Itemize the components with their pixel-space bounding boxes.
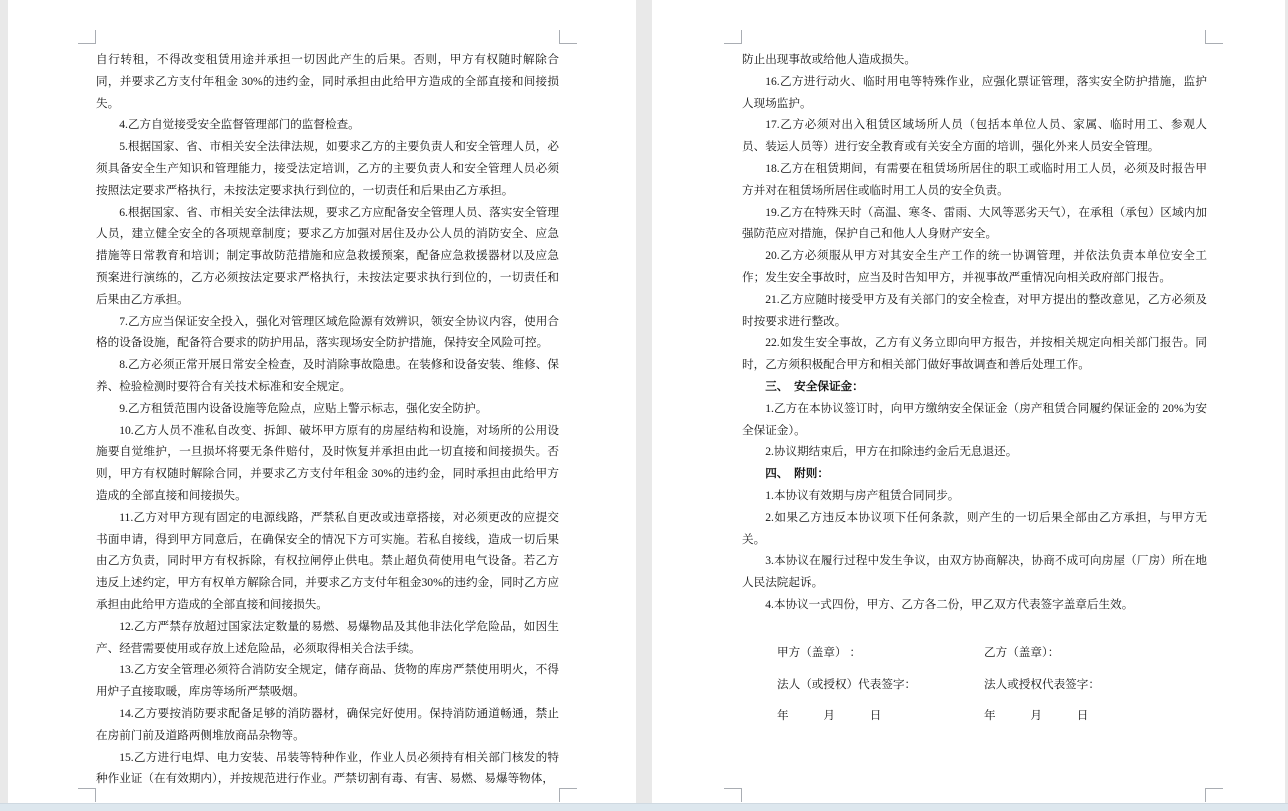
- paragraph[interactable]: 20.乙方必须服从甲方对其安全生产工作的统一协调管理，并依法负责本单位安全工作；发生安全事故时，应当及时告知甲方，并视事故严重情况向相关政府部门报告。: [742, 249, 1207, 284]
- paragraph[interactable]: 14.乙方要按消防要求配备足够的消防器材，确保完好使用。保持消防通道畅通，禁止在房前门前及道路两侧堆放商品杂物等。: [96, 706, 559, 742]
- crop-mark-top-right-icon: [1205, 30, 1223, 44]
- paragraph[interactable]: 21.乙方应随时接受甲方及有关部门的安全检查，对甲方提出的整改意见，乙方必须及时按要求进行整改。: [742, 292, 1207, 328]
- paragraph[interactable]: 2.如果乙方违反本协议项下任何条款，则产生的一切后果全部由乙方承担，与甲方无关。: [742, 510, 1207, 546]
- paragraph[interactable]: 2.协议期结束后，甲方在扣除违约金后无息退还。: [765, 445, 1018, 459]
- paragraph[interactable]: 4.乙方自觉接受安全监督管理部门的监督检查。: [119, 118, 360, 132]
- crop-mark-top-left-icon: [78, 30, 96, 44]
- paragraph[interactable]: 5.根据国家、省、市相关安全法律法规，如要求乙方的主要负责人和安全管理人员，必须具备安全生产知识和管理能力，接受法定培训，乙方的主要负责人和安全管理人员必须按照法定要求严格执行，未按法定要求执行到位的，一切责任和后果由乙方承担。: [96, 140, 559, 197]
- signature-block: [652, 644, 1285, 739]
- paragraph[interactable]: 13.乙方安全管理必须符合消防安全规定，储存商品、货物的库房严禁使用明火，不得用炉子直接取暖，库房等场所严禁吸烟。: [96, 663, 559, 699]
- paragraph[interactable]: 16.乙方进行动火、临时用电等特殊作业，应强化票证管理，落实安全防护措施，监护人现场监护。: [742, 74, 1207, 110]
- crop-mark-top-right-icon: [559, 30, 577, 44]
- crop-mark-bottom-right-icon: [559, 788, 577, 802]
- paragraph[interactable]: 15.乙方进行电焊、电力安装、吊装等特种作业，作业人员必须持有相关部门核发的特种作业证（在有效期内），并按规范进行作业。严禁切割有毒、有害、易燃、易爆等物体，: [96, 750, 559, 786]
- page1-text-area[interactable]: [96, 49, 559, 790]
- paragraph[interactable]: 4.本协议一式四份，甲方、乙方各二份，甲乙双方代表签字盖章后生效。: [765, 597, 1134, 611]
- page2-text-area[interactable]: [742, 49, 1207, 616]
- party-a-seal-label[interactable]: 甲方（盖章） ：: [777, 646, 862, 659]
- crop-mark-bottom-right-icon: [1205, 788, 1223, 802]
- paragraph[interactable]: 防止出现事故或给他人造成损失。: [742, 53, 916, 66]
- crop-mark-bottom-left-icon: [78, 788, 96, 802]
- crop-mark-bottom-left-icon: [724, 788, 742, 802]
- party-b-signature-label[interactable]: 法人或授权代表签字：: [984, 677, 1100, 691]
- paragraph[interactable]: 3.本协议在履行过程中发生争议，由双方协商解决，协商不成可向房屋（厂房）所在地人民法院起诉。: [742, 554, 1207, 590]
- signature-date-row: [652, 707, 1285, 739]
- document-page-2[interactable]: [652, 0, 1285, 803]
- paragraph[interactable]: 10.乙方人员不准私自改变、拆卸、破坏甲方原有的房屋结构和设施，对场所的公用设施要自觉维护，一旦损坏将要无条件赔付，及时恢复并承担由此一切直接和间接损失。否则，甲方有权随时解除合同，并要求乙方支付年租金 30%的违约金，同时承担由此给甲方造成的全部直接和间接损失。: [96, 423, 559, 502]
- paragraph[interactable]: 7.乙方应当保证安全投入，强化对管理区域危险源有效辨识，领安全协议内容，使用合格的设备设施，配备符合要求的防护用品，落实现场安全防护措施，保持安全风险可控。: [96, 314, 559, 350]
- signature-seal-row: [652, 644, 1285, 676]
- paragraph[interactable]: 11.乙方对甲方现有固定的电源线路，严禁私自更改或违章搭接，对必须更改的应提交书面申请，得到甲方同意后，在确保安全的情况下方可实施。若私自接线，造成一切后果由乙方负责，同时甲方有权拆除，有权拉闸停止供电。禁止超负荷使用电气设备。若乙方违反上述约定，甲方有权单方解除合同，并要求乙方支付年租金30%的违约金，同时乙方应承担由此给甲方造成的全部直接和间接损失。: [96, 510, 559, 611]
- paragraph[interactable]: 自行转租，不得改变租赁用途并承担一切因此产生的后果。否则，甲方有权随时解除合同，并要求乙方支付年租金 30%的违约金，同时承担由此给甲方造成的全部直接和间接损失。: [96, 53, 559, 110]
- paragraph[interactable]: 17.乙方必须对出入租赁区域场所人员（包括本单位人员、家属、临时用工、参观人员、装运人员等）进行安全教育或有关安全方面的培训，强化外来人员安全管理。: [742, 118, 1207, 154]
- signature-sign-row: [652, 676, 1285, 708]
- paragraph[interactable]: 22.如发生安全事故，乙方有义务立即向甲方报告，并按相关规定向相关部门报告。同时，乙方须积极配合甲方和相关部门做好事故调查和善后处理工作。: [742, 336, 1207, 372]
- section-heading[interactable]: 四、 附则：: [765, 467, 829, 481]
- paragraph[interactable]: 12.乙方严禁存放超过国家法定数量的易燃、易爆物品及其他非法化学危险品，如因生产、经营需要使用或存放上述危险品，必须取得相关合法手续。: [96, 619, 559, 655]
- paragraph[interactable]: 8.乙方必须正常开展日常安全检查，及时消除事故隐患。在装修和设备安装、维修、保养、检验检测时要符合有关技术标准和安全规定。: [96, 358, 559, 393]
- paragraph[interactable]: 1.乙方在本协议签订时，向甲方缴纳安全保证金（房产租赁合同履约保证金的 20%为安全保证金）。: [742, 401, 1207, 437]
- party-b-date-label[interactable]: 年 月 日: [984, 709, 1089, 722]
- paragraph[interactable]: 19.乙方在特殊天时（高温、寒冬、雷雨、大风等恶劣天气），在承租（承包）区域内加强防范应对措施，保护自己和他人人身财产安全。: [742, 205, 1207, 241]
- party-b-seal-label[interactable]: 乙方（盖章）：: [984, 646, 1060, 659]
- paragraph[interactable]: 18.乙方在租赁期间，有需要在租赁场所居住的职工或临时用工人员，必须及时报告甲方并对在租赁场所居住或临时用工人员的安全负责。: [742, 161, 1207, 197]
- party-a-date-label[interactable]: 年 月 日: [777, 709, 882, 722]
- section-heading[interactable]: 三、 安全保证金：: [765, 379, 864, 393]
- paragraph[interactable]: 9.乙方租赁范围内设备设施等危险点，应贴上警示标志，强化安全防护。: [119, 401, 488, 415]
- paragraph[interactable]: 1.本协议有效期与房产租赁合同同步。: [765, 488, 960, 502]
- document-page-1[interactable]: [8, 0, 636, 803]
- paragraph[interactable]: 6.根据国家、省、市相关安全法律法规，要求乙方应配备安全管理人员、落实安全管理人员，建立健全安全的各项规章制度；要求乙方加强对居住及办公人员的消防安全、应急措施等日常教育和培训；制定事故防范措施和应急救援预案，配备应急救援器材以及应急预案进行演练的，乙方必须按法定要求严格执行，未按法定要求执行到位的，一切责任和后果由乙方承担。: [96, 205, 559, 306]
- crop-mark-top-left-icon: [724, 30, 742, 44]
- party-a-signature-label[interactable]: 法人（或授权）代表签字：: [777, 677, 917, 691]
